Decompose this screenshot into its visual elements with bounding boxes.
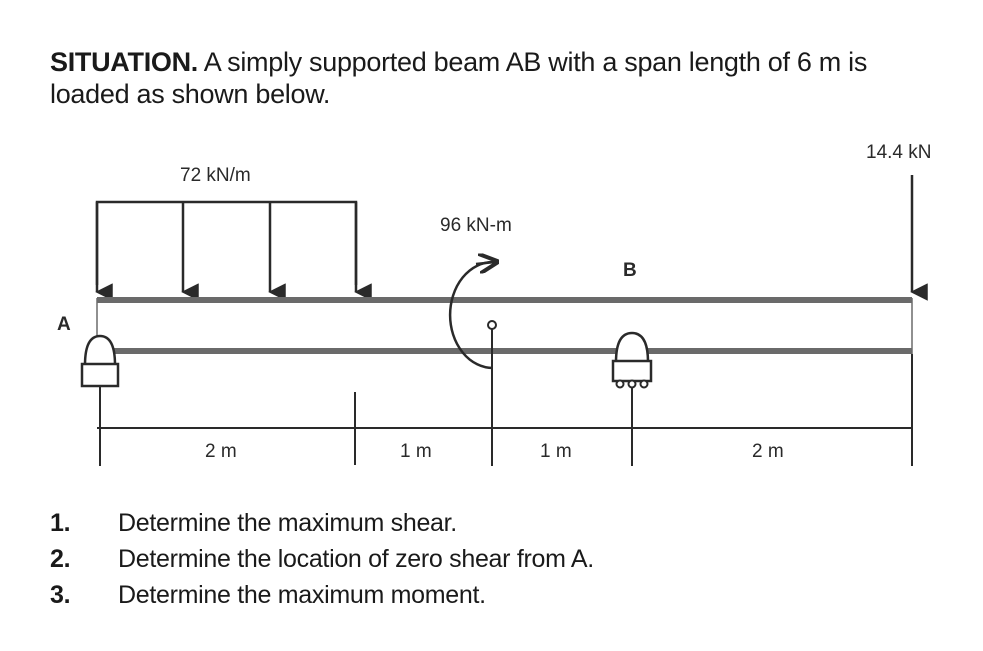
- question-number: 2.: [50, 545, 71, 573]
- situation-heading: SITUATION.: [50, 47, 198, 77]
- support-b-label: B: [623, 260, 637, 281]
- distributed-load: [97, 165, 356, 292]
- question-text: Determine the maximum shear.: [118, 509, 457, 537]
- question-list: [50, 505, 594, 613]
- question-item: [50, 505, 594, 541]
- question-item: [50, 577, 594, 613]
- beam: [97, 298, 912, 354]
- question-number: 1.: [50, 509, 71, 537]
- dimension-label: 2 m: [752, 441, 784, 462]
- dimension-label: 1 m: [400, 441, 432, 462]
- question-item: [50, 541, 594, 577]
- question-number: 3.: [50, 581, 71, 609]
- support-b: [613, 260, 651, 466]
- moment-label: 96 kN-m: [440, 215, 512, 236]
- situation-text: A simply supported beam AB with a span length of 6 m is loaded as shown below.: [50, 47, 868, 109]
- dimension-line: [97, 354, 912, 466]
- question-text: Determine the location of zero shear from A.: [118, 545, 594, 573]
- question-text: Determine the maximum moment.: [118, 581, 486, 609]
- distributed-load-label: 72 kN/m: [180, 165, 251, 186]
- dimension-label: 1 m: [540, 441, 572, 462]
- point-load-label: 14.4 kN: [866, 142, 932, 163]
- point-load: [866, 142, 931, 292]
- dimension-label: 2 m: [205, 441, 237, 462]
- support-a-label: A: [57, 314, 71, 335]
